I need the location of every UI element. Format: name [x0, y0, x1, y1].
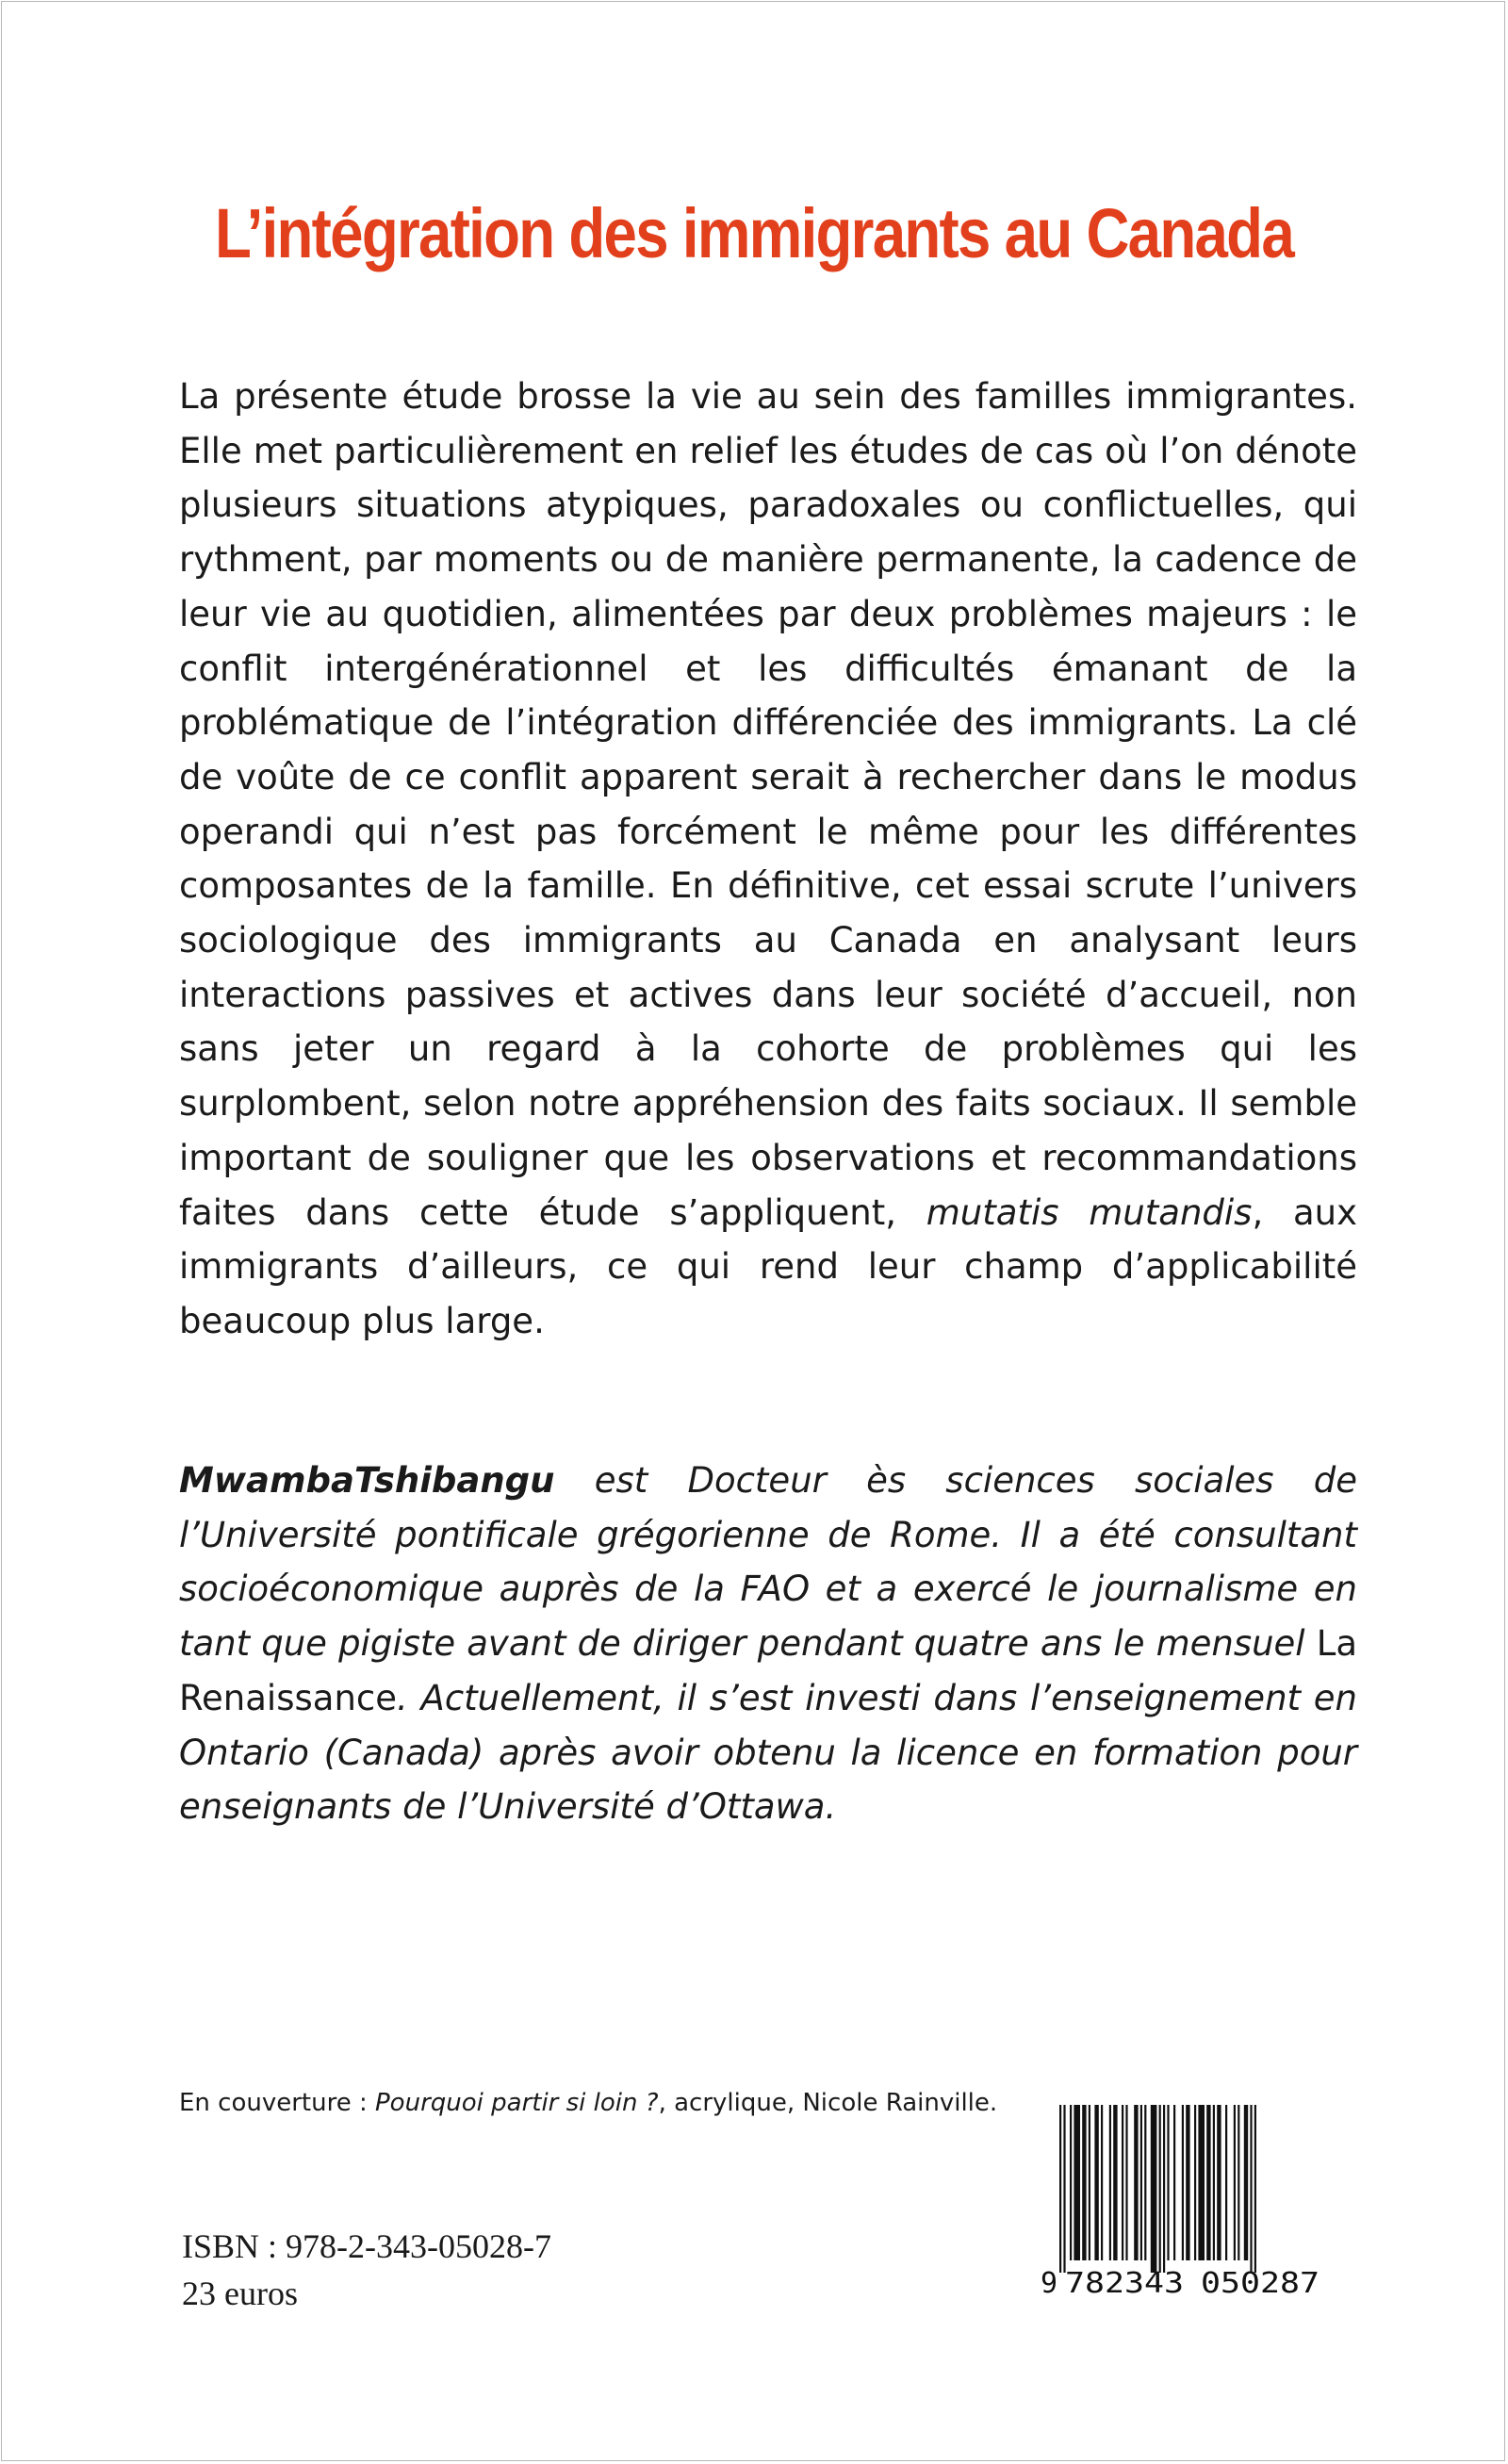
barcode-bar [1109, 2105, 1111, 2260]
isbn-number: ISBN : 978-2-343-05028-7 [182, 2227, 551, 2265]
barcode-bar [1134, 2105, 1138, 2260]
summary-latin-phrase: mutatis mutandis [926, 1191, 1253, 1233]
bio-text-end: . Actuellement, il s’est investi dans l’enseignement en Ontario (Canada) après avoir obtenu la licence en formation pour enseignants de l’Université d’Ottawa. [179, 1677, 1357, 1828]
barcode-bar [1159, 2105, 1161, 2273]
barcode-bar [1234, 2105, 1236, 2260]
barcode-left-digits: 782343 [1065, 2267, 1184, 2300]
barcode-bar [1140, 2105, 1142, 2260]
barcode-bar [1186, 2105, 1189, 2260]
cover-credit-suffix: , acrylique, Nicole Rainville. [658, 2089, 998, 2117]
barcode-bar [1144, 2105, 1146, 2260]
isbn-block [182, 2223, 551, 2317]
barcode-bar [1238, 2105, 1239, 2260]
cover-credit-prefix: En couverture : [179, 2089, 375, 2117]
barcode-bar [1225, 2105, 1227, 2260]
author-name: MwambaTshibangu [179, 1460, 555, 1501]
cover-artwork-title: Pourquoi partir si loin ? [375, 2089, 659, 2117]
summary-text: La présente étude brosse la vie au sein des familles immigrantes. Elle met particulièrement en relief les études de cas où l’on dénote plusieurs situations atypiques, paradoxales ou conflictuelles, qui rythment, par moments ou de manière permanente, la cadence de leur vie au quotidien, alimentées par deux problèmes majeurs : le conflit intergénérationnel et les difficultés émanant de la problématique de l’intégration différenciée des immigrants. La clé de voûte de ce conflit apparent serait à rechercher dans le modus operandi qui n’est pas forcément le même pour les différentes composantes de la famille. En définitive, cet essai scrute l’univers sociologique des immigrants au Canada en analysant leurs interactions passives et actives dans leur société d’accueil, non sans jeter un regard à la cohorte de problèmes qui les surplombent, selon notre appréhension des faits sociaux. Il semble important de souligner que les observations et recommandations faites dans cette étude s’appliquent, [179, 376, 1357, 1233]
barcode-bar [1074, 2105, 1080, 2260]
barcode-bar [1194, 2105, 1196, 2260]
barcode-bar [1198, 2105, 1205, 2260]
barcode-bar [1089, 2105, 1090, 2260]
cover-credit [179, 2089, 997, 2117]
price: 23 euros [182, 2275, 298, 2312]
barcode-bar [1173, 2105, 1175, 2260]
bio-text: est Docteur ès sciences sociales de l’Université pontificale grégorienne de Rome. Il a été consultant socioéconomique auprès de la FAO et a exercé le journalisme en tant que pigiste avant de diriger pendant quatre ans le mensuel [179, 1460, 1357, 1665]
barcode-bar [1094, 2105, 1098, 2260]
barcode-bar [1182, 2105, 1184, 2260]
barcode-bar [1063, 2105, 1065, 2273]
barcode-bar [1217, 2105, 1221, 2260]
barcode-bar [1213, 2105, 1215, 2260]
barcode-bar [1163, 2105, 1165, 2273]
barcode-bar [1250, 2105, 1252, 2273]
barcode-bar [1070, 2105, 1072, 2260]
barcode-bar [1125, 2105, 1127, 2260]
barcode-bar [1122, 2105, 1123, 2260]
barcode-bar [1244, 2105, 1248, 2260]
barcode-lead-digit: 9 [1041, 2267, 1058, 2300]
publication-name: La Renaissance [179, 1623, 1357, 1718]
book-title: L’intégration des immigrants au Canada [214, 194, 1294, 272]
barcode [1039, 2097, 1338, 2305]
barcode-right-digits: 050287 [1201, 2267, 1320, 2300]
barcode-bar [1167, 2105, 1169, 2260]
summary-text-end: , aux immigrants d’ailleurs, ce qui rend leur champ d’applicabilité beaucoup plus large. [179, 1191, 1357, 1341]
barcode-bar [1206, 2105, 1210, 2260]
book-summary [179, 370, 1357, 1349]
author-bio [179, 1454, 1357, 1834]
barcode-bar [1151, 2105, 1157, 2273]
barcode-bar [1101, 2105, 1103, 2260]
barcode-bar [1059, 2105, 1061, 2273]
barcode-bar [1082, 2105, 1086, 2260]
barcode-bar [1254, 2105, 1256, 2273]
barcode-bar [1113, 2105, 1117, 2260]
